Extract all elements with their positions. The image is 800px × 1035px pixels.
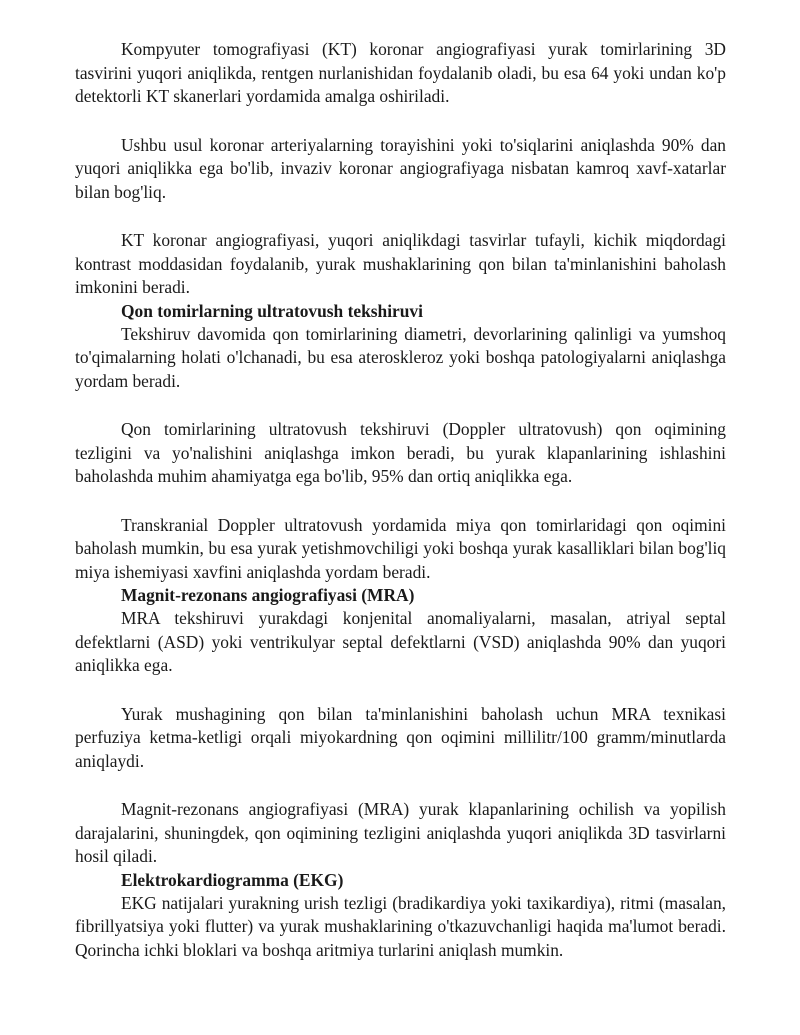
document-page	[75, 38, 726, 962]
paragraph-transcranial: Transkranial Doppler ultratovush yordamida miya qon tomirlaridagi qon oqimini baholash mumkin, bu esa yurak yetishmovchiligi yoki boshqa yurak kasalliklari bilan bog'liq miya ishemiyasi xavfini aniqlashda yordam beradi.	[75, 514, 726, 582]
heading-ultrasound: Qon tomirlarning ultratovush tekshiruvi	[121, 300, 423, 321]
paragraph-mra-congenital: MRA tekshiruvi yurakdagi konjenital anomaliyalarni, masalan, atriyal septal defektlarni (ASD) yoki ventrikulyar septal defektlarni (VSD) aniqlashda 90% dan yuqori aniqlikka ega.	[75, 608, 726, 675]
paragraph-kt-intro: Kompyuter tomografiyasi (KT) koronar angiografiyasi yurak tomirlarining 3D tasvirini yuqori aniqlikda, rentgen nurlanishidan foydalanib oladi, bu esa 64 yoki undan ko'p detektorli KT skanerlari yordamida amalga oshiriladi.	[75, 39, 726, 106]
paragraph-mra-perfusion: Yurak mushagining qon bilan ta'minlanishini baholash uchun MRA texnikasi perfuziya ketma-ketligi orqali miyokardning qon oqimini millilitr/100 gramm/minutlarda aniqlaydi.	[75, 703, 726, 771]
paragraph-ultrasound-measure: Tekshiruv davomida qon tomirlarining diametri, devorlarining qalinligi va yumshoq to'qimalarning holati o'lchanadi, bu esa ateroskleroz yoki boshqa patologiyalarni aniqlashga yordam beradi.	[75, 323, 726, 391]
paragraph-ekg: EKG natijalari yurakning urish tezligi (bradikardiya yoki taxikardiya), ritmi (masalan, fibrillyatsiya yoki flutter) va yurak mushaklarining o'tkazuvchanligi haqida ma'lumot beradi. Qorincha ichki bloklari va boshqa aritmiya turlarini aniqlash mumkin.	[75, 892, 726, 960]
paragraph-kt-contrast: KT koronar angiografiyasi, yuqori aniqlikdagi tasvirlar tufayli, kichik miqdordagi kontrast moddasidan foydalanib, yurak mushaklarining qon bilan ta'minlanishini baholash imkonini beradi.	[75, 230, 726, 297]
heading-mra: Magnit-rezonans angiografiyasi (MRA)	[121, 585, 415, 605]
paragraph-doppler: Qon tomirlarining ultratovush tekshiruvi (Doppler ultratovush) qon oqimining tezligini va yo'nalishini aniqlashga imkon beradi, bu yurak klapanlarining ishlashini baholashda muhim ahamiyatga ega bo'lib, 95% dan ortiq aniqlikka ega.	[75, 419, 726, 486]
paragraph-kt-accuracy: Ushbu usul koronar arteriyalarning torayishini yoki to'siqlarini aniqlashda 90% dan yuqori aniqlikka ega bo'lib, invaziv koronar angiografiyaga nisbatan kamroq xavf-xatarlar bilan bog'liq.	[75, 134, 726, 202]
paragraph-mra-valves: Magnit-rezonans angiografiyasi (MRA) yurak klapanlarining ochilish va yopilish darajalarini, shuningdek, qon oqimining tezligini aniqlashda yuqori aniqlikda 3D tasvirlarni hosil qiladi.	[75, 799, 726, 866]
heading-ekg: Elektrokardiogramma (EKG)	[121, 869, 344, 890]
